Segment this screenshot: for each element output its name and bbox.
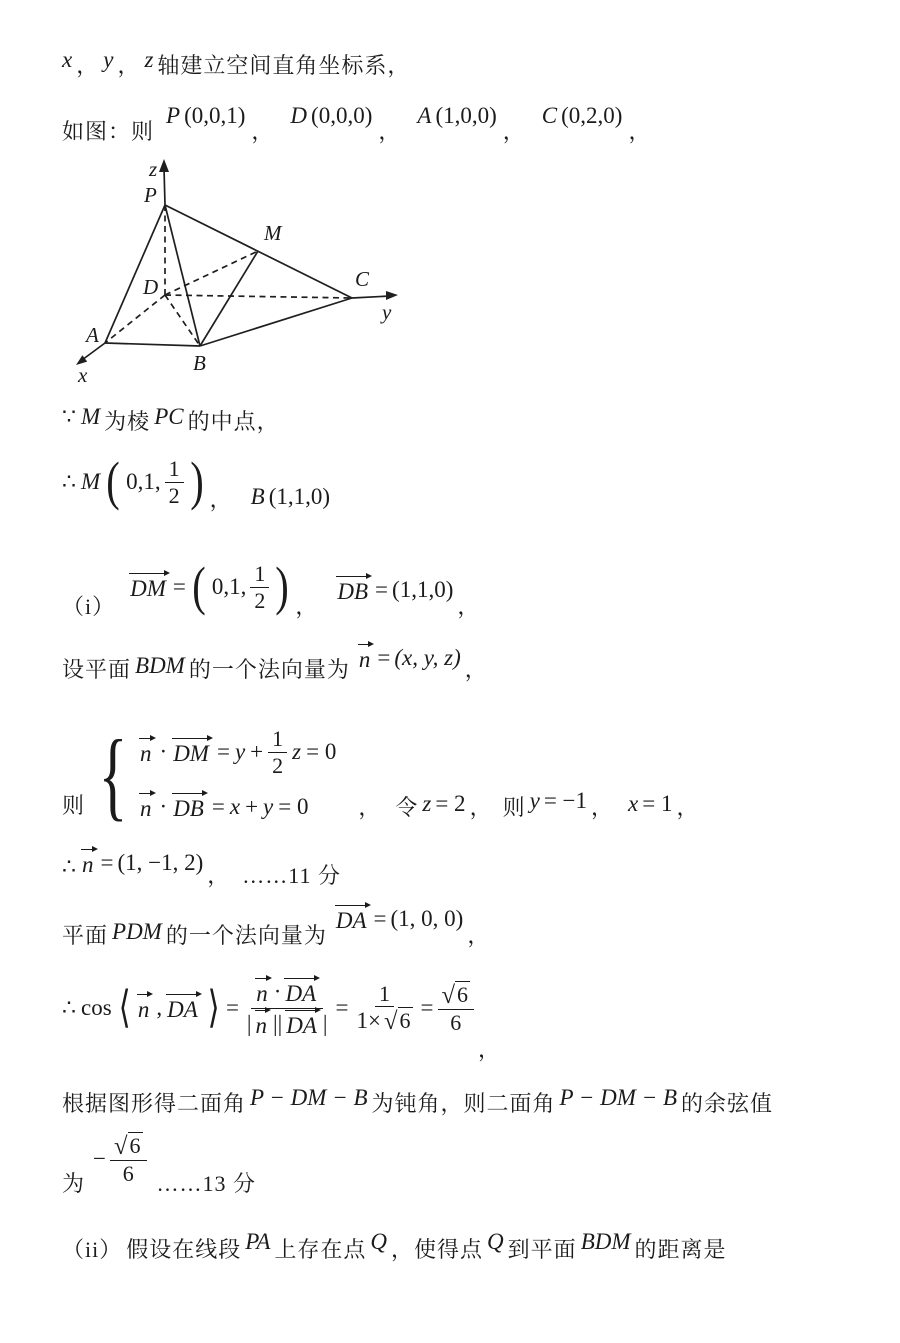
line-point-coordinates bbox=[62, 90, 651, 146]
denominator: 2 bbox=[272, 752, 284, 778]
z-axis-arrowhead bbox=[159, 159, 169, 172]
text-assume-segment: 假设在线段 bbox=[126, 1237, 242, 1262]
text-distance-is: 的距离是 bbox=[634, 1237, 727, 1262]
label-C: C bbox=[355, 267, 370, 291]
edge-PA bbox=[105, 205, 165, 343]
comma: ， bbox=[207, 863, 231, 888]
right-paren: ) bbox=[275, 556, 290, 617]
tuple-P: (0,0,1) bbox=[184, 103, 246, 128]
math-y: y bbox=[103, 47, 114, 72]
fraction-one-half bbox=[268, 726, 287, 778]
numerator: 1 bbox=[165, 456, 184, 482]
line-axes-setup bbox=[62, 42, 410, 80]
math-BDM: BDM bbox=[135, 653, 185, 678]
vector-DB: DB bbox=[336, 575, 371, 605]
equation-n-dot-DB bbox=[139, 792, 308, 822]
math-PDM: PDM bbox=[112, 919, 162, 944]
comma: ， bbox=[358, 795, 382, 820]
fraction-dot-product bbox=[243, 977, 332, 1039]
vector-DM: DM bbox=[172, 737, 212, 767]
item-ii-tag: （ii） bbox=[62, 1237, 123, 1262]
numerator-n-dot-DA bbox=[251, 977, 323, 1008]
comma: ， bbox=[251, 119, 275, 144]
label-y: y bbox=[382, 300, 392, 324]
denominator: 2 bbox=[254, 587, 266, 613]
equals-zero: = 0 bbox=[306, 739, 337, 765]
text-such-that-point: ，使得点 bbox=[391, 1237, 484, 1262]
item-i-tag: （i） bbox=[62, 594, 116, 619]
abs-bars: || bbox=[273, 1010, 283, 1036]
vector-DA: DA bbox=[284, 977, 319, 1007]
equals-one: = 1 bbox=[642, 791, 673, 816]
line-cosine-formula bbox=[62, 952, 501, 1064]
text-coordinate-system: 轴建立空间直角坐标系， bbox=[157, 53, 411, 78]
text-let-plane: 设平面 bbox=[62, 657, 132, 682]
math-Q: Q bbox=[487, 1229, 504, 1254]
formula-M-coordinates bbox=[62, 451, 206, 512]
label-P: P bbox=[144, 183, 157, 207]
comma: ， bbox=[467, 923, 491, 948]
denominator-magnitudes bbox=[243, 1009, 332, 1039]
dot-operator: · bbox=[159, 739, 168, 765]
equals-minus-one: = −1 bbox=[543, 788, 588, 813]
line-dihedral-angle bbox=[62, 1072, 773, 1118]
equals-sign: = bbox=[377, 645, 391, 670]
label-x: x bbox=[78, 363, 88, 387]
comma: ， bbox=[295, 594, 319, 619]
system-brace: { bbox=[98, 718, 128, 830]
numerator-one: 1 bbox=[375, 981, 394, 1007]
fraction-sqrt6-over-6 bbox=[438, 981, 475, 1035]
text-a-normal-vector: 的一个法向量为 bbox=[165, 923, 327, 948]
comma: ， bbox=[676, 795, 700, 820]
abs-bar: | bbox=[246, 1010, 252, 1036]
edge-AB bbox=[105, 343, 200, 346]
score-11-marks: ……11 分 bbox=[242, 863, 341, 888]
label-M: M bbox=[264, 221, 282, 245]
vector-n: n bbox=[139, 737, 155, 767]
math-A: A bbox=[417, 103, 432, 128]
radicand: 6 bbox=[457, 982, 469, 1008]
vector-n: n bbox=[81, 848, 97, 878]
line-equation-system bbox=[62, 694, 700, 830]
math-PC: PC bbox=[154, 404, 184, 429]
numerator-sqrt6 bbox=[438, 981, 475, 1009]
right-angle-bracket: ⟩ bbox=[207, 983, 220, 1033]
text-is-edge: 为棱 bbox=[104, 409, 151, 434]
comma: ， bbox=[457, 594, 481, 619]
right-paren: ) bbox=[189, 451, 204, 512]
formula-point-A bbox=[417, 103, 496, 129]
text-from-figure-dihedral: 根据图形得二面角 bbox=[62, 1091, 247, 1116]
equals-sign: = bbox=[375, 577, 389, 602]
comma: ， bbox=[378, 119, 402, 144]
text-let: 令 bbox=[395, 795, 419, 820]
edge-BC bbox=[200, 298, 352, 346]
line-normal-vector-PDM bbox=[62, 896, 490, 950]
line-part-ii-question bbox=[62, 1212, 727, 1264]
comma: ， bbox=[76, 53, 100, 78]
math-P: P bbox=[166, 103, 181, 128]
therefore-sign: ∴ bbox=[62, 995, 77, 1020]
formula-point-P bbox=[166, 103, 245, 129]
text-exists-point: 上存在点 bbox=[274, 1237, 367, 1262]
text-as-figure-then: 如图：则 bbox=[62, 119, 155, 144]
equals-two: = 2 bbox=[435, 791, 466, 816]
therefore-sign: ∴ bbox=[62, 469, 77, 495]
line-vectors-DM-DB bbox=[62, 533, 480, 621]
tuple-DA: (1, 0, 0) bbox=[390, 906, 464, 931]
radicand: 6 bbox=[129, 1133, 141, 1159]
text-plane: 平面 bbox=[62, 923, 109, 948]
equals-sign: = bbox=[172, 574, 186, 600]
text-then: 则 bbox=[502, 795, 526, 820]
vector-DA: DA bbox=[335, 904, 370, 934]
math-z: z bbox=[144, 47, 154, 72]
equals-sign: = bbox=[216, 739, 230, 765]
comma: ， bbox=[464, 657, 488, 682]
radicand: 6 bbox=[399, 1008, 411, 1034]
label-A: A bbox=[86, 323, 99, 347]
edge-DA-dashed bbox=[105, 295, 165, 343]
edge-DC-dashed bbox=[165, 295, 352, 298]
math-x: x bbox=[229, 794, 241, 819]
formula-vector-DB bbox=[336, 575, 453, 605]
label-B: B bbox=[193, 351, 206, 375]
formula-negative-sqrt6-over-6 bbox=[93, 1132, 147, 1186]
text-is: 为 bbox=[62, 1171, 86, 1196]
math-z: z bbox=[422, 791, 432, 816]
tuple-DB: (1,1,0) bbox=[392, 577, 454, 602]
math-M: M bbox=[81, 469, 101, 495]
left-paren: ( bbox=[106, 451, 120, 512]
comma: ， bbox=[591, 795, 615, 820]
math-PA: PA bbox=[245, 1229, 271, 1254]
because-sign: ∵ bbox=[62, 404, 77, 429]
dot-operator: · bbox=[273, 979, 282, 1005]
text-cosine-value: 的余弦值 bbox=[681, 1091, 774, 1116]
formula-n-xyz bbox=[358, 643, 461, 673]
denominator-six: 6 bbox=[450, 1009, 462, 1035]
math-P-DM-B: P − DM − B bbox=[250, 1085, 368, 1110]
left-paren: ( bbox=[192, 556, 206, 617]
minus-sign: − bbox=[93, 1146, 106, 1172]
radical-sign: √ bbox=[441, 981, 456, 1009]
tuple-D: (0,0,0) bbox=[311, 103, 373, 128]
formula-n-result bbox=[81, 848, 203, 878]
math-x: x bbox=[628, 791, 639, 816]
numerator-sqrt6 bbox=[110, 1132, 147, 1160]
geometry-figure bbox=[52, 156, 422, 401]
vector-DB: DB bbox=[172, 792, 207, 822]
math-y: y bbox=[263, 794, 274, 819]
fraction-one-half bbox=[165, 456, 184, 508]
vector-n: n bbox=[358, 643, 374, 673]
plus-sign: + bbox=[250, 739, 264, 765]
tuple-xyz: (x, y, z) bbox=[394, 645, 461, 670]
text-to-plane: 到平面 bbox=[507, 1237, 577, 1262]
comma: ， bbox=[478, 1037, 502, 1062]
tuple-C: (0,2,0) bbox=[561, 103, 623, 128]
sqrt-6 bbox=[384, 1007, 413, 1034]
equation-n-dot-DM bbox=[139, 726, 336, 778]
vector-n: n bbox=[137, 993, 153, 1023]
system-equations bbox=[139, 726, 336, 822]
equals-sign: = bbox=[100, 850, 114, 875]
score-13-marks: ……13 分 bbox=[156, 1171, 257, 1196]
tuple-n: (1, −1, 2) bbox=[117, 850, 204, 875]
text-a-normal-vector: 的一个法向量为 bbox=[188, 657, 350, 682]
tuple-prefix: 0,1, bbox=[211, 574, 247, 600]
equals-sign: = bbox=[420, 995, 434, 1020]
equals-sign: = bbox=[211, 794, 225, 819]
edge-PB bbox=[165, 205, 200, 346]
numerator: 1 bbox=[268, 726, 287, 752]
equals-sign: = bbox=[335, 995, 349, 1020]
text-then: 则 bbox=[62, 793, 86, 818]
label-z: z bbox=[149, 157, 158, 181]
math-D: D bbox=[290, 103, 308, 128]
label-D: D bbox=[143, 275, 159, 299]
plus-sign: + bbox=[245, 794, 259, 819]
vector-n: n bbox=[139, 792, 155, 822]
math-y: y bbox=[529, 788, 540, 813]
vector-DM: DM bbox=[129, 572, 169, 602]
line-M-B-coordinates bbox=[62, 442, 330, 514]
formula-vector-DM bbox=[129, 556, 291, 617]
y-axis-arrowhead bbox=[386, 291, 398, 300]
text-obtuse-then-dihedral: 为钝角，则二面角 bbox=[371, 1091, 556, 1116]
edge-DB-dashed bbox=[165, 295, 200, 346]
dot-operator: · bbox=[159, 794, 168, 819]
abs-bar: | bbox=[322, 1010, 328, 1036]
math-x: x bbox=[62, 47, 73, 72]
tuple-prefix: 0,1, bbox=[126, 469, 161, 495]
z-axis bbox=[164, 168, 165, 205]
fraction-one-half bbox=[250, 561, 269, 613]
equals-sign: = bbox=[373, 906, 387, 931]
radical-sign: √ bbox=[384, 1008, 398, 1036]
left-angle-bracket: ⟨ bbox=[118, 983, 131, 1033]
line-normal-vector-BDM bbox=[62, 638, 488, 684]
math-Q: Q bbox=[370, 1229, 388, 1254]
text-midpoint: 的中点， bbox=[187, 409, 280, 434]
line-normal-vector-result bbox=[62, 838, 341, 890]
math-P-DM-B: P − DM − B bbox=[559, 1085, 678, 1110]
math-z: z bbox=[292, 739, 302, 765]
vector-DA: DA bbox=[285, 1009, 320, 1039]
comma-separator: , bbox=[156, 995, 163, 1020]
math-C: C bbox=[541, 103, 558, 128]
vector-DA: DA bbox=[166, 993, 201, 1023]
formula-point-D bbox=[290, 103, 372, 129]
sqrt-6 bbox=[114, 1132, 143, 1159]
vector-n: n bbox=[255, 977, 271, 1007]
vector-n: n bbox=[255, 1009, 271, 1039]
denominator: 2 bbox=[168, 482, 180, 508]
math-y: y bbox=[234, 739, 246, 765]
therefore-sign: ∴ bbox=[62, 854, 77, 879]
equation-system bbox=[89, 718, 337, 830]
comma: ， bbox=[209, 487, 233, 512]
denominator-one-times-sqrt6 bbox=[353, 1007, 417, 1034]
numerator: 1 bbox=[250, 561, 269, 587]
one-times: 1× bbox=[356, 1007, 381, 1033]
math-BDM: BDM bbox=[580, 1229, 631, 1254]
radical-sign: √ bbox=[114, 1133, 128, 1161]
equals-sign: = bbox=[225, 995, 239, 1020]
cos-function: cos bbox=[81, 995, 112, 1020]
line-cosine-result bbox=[62, 1122, 256, 1198]
y-axis bbox=[352, 296, 390, 298]
math-M: M bbox=[81, 404, 101, 429]
equals-zero: = 0 bbox=[278, 794, 309, 819]
comma: ， bbox=[117, 53, 141, 78]
tuple-B: (1,1,0) bbox=[268, 484, 331, 509]
sqrt-6 bbox=[442, 981, 471, 1008]
comma: ， bbox=[502, 119, 526, 144]
comma: ， bbox=[628, 119, 652, 144]
line-M-midpoint bbox=[62, 396, 280, 436]
denominator-six: 6 bbox=[122, 1160, 134, 1186]
formula-point-C bbox=[542, 103, 623, 129]
fraction-sqrt6-over-6 bbox=[110, 1132, 147, 1186]
math-B: B bbox=[250, 484, 265, 509]
fraction-numeric bbox=[353, 981, 417, 1035]
edge-BM bbox=[200, 251, 258, 346]
comma: ， bbox=[469, 795, 493, 820]
tuple-A: (1,0,0) bbox=[435, 103, 497, 128]
formula-point-B bbox=[251, 484, 330, 510]
formula-DA bbox=[335, 904, 463, 934]
